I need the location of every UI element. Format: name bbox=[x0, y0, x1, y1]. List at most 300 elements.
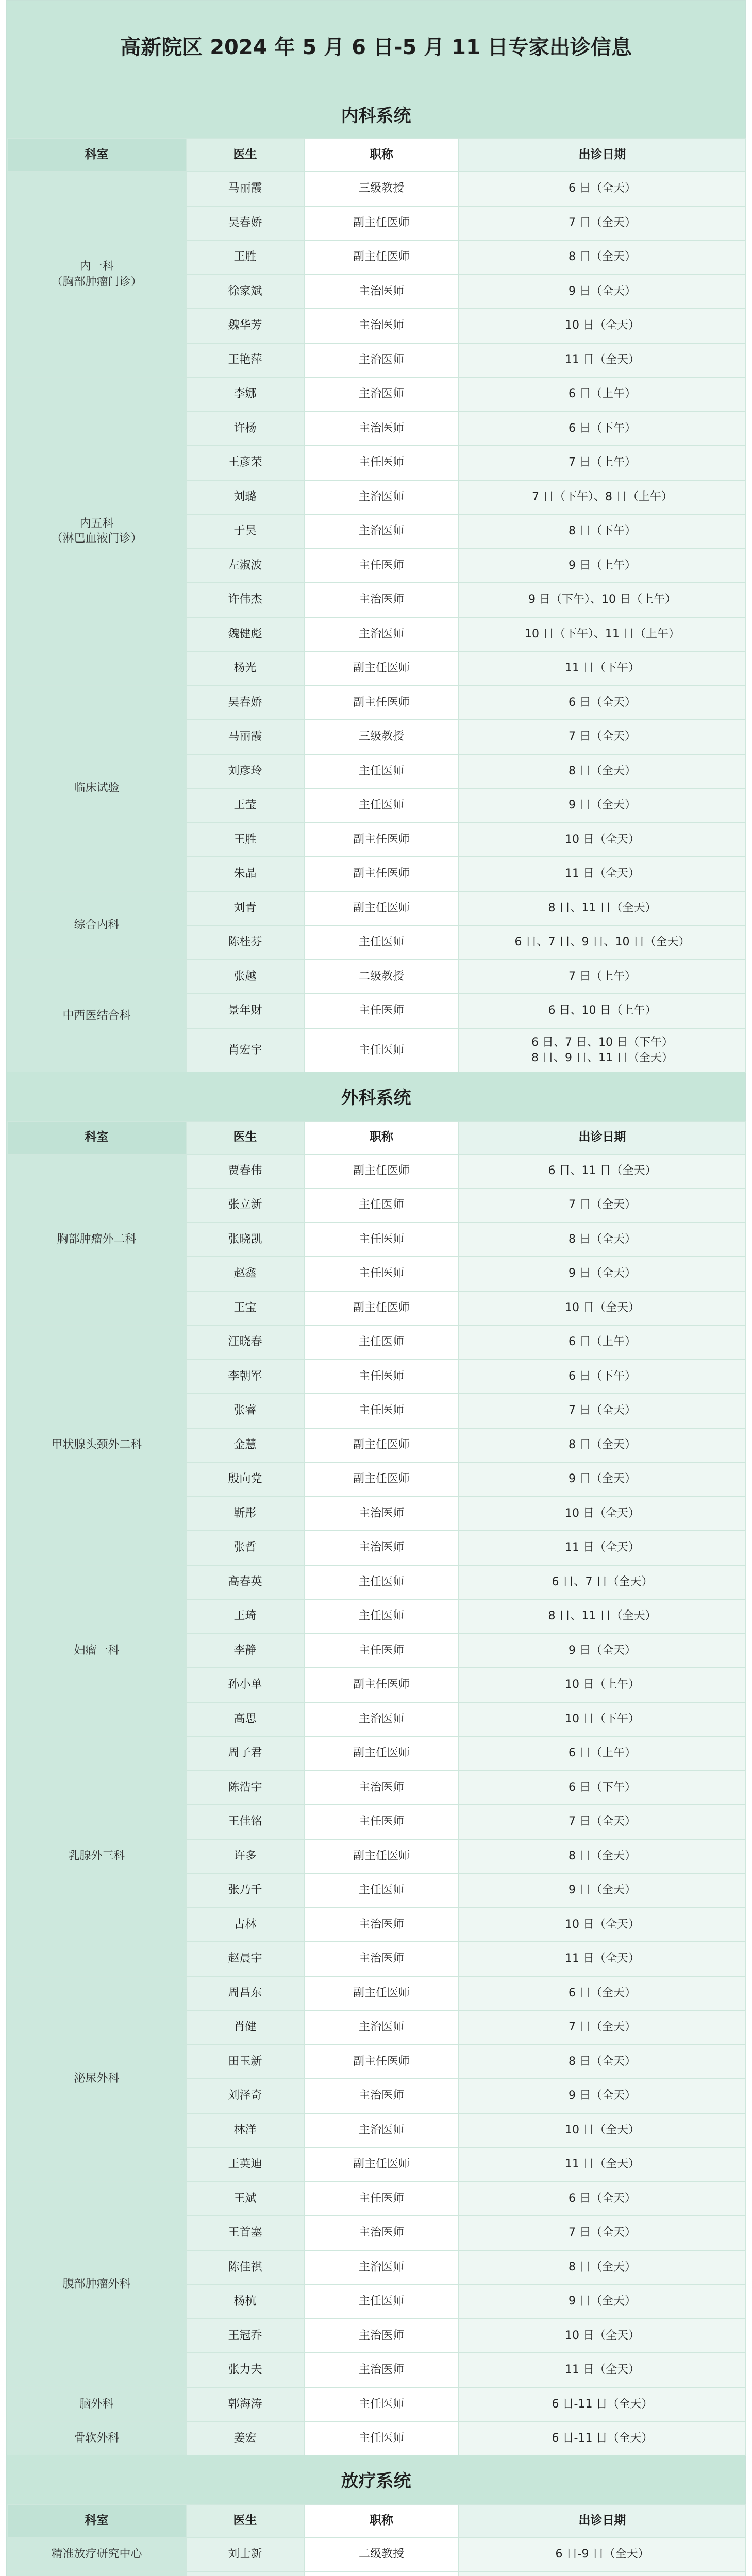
clinic-date-line: 8 日（全天） bbox=[569, 1849, 636, 1862]
department-name: 骨软外科 bbox=[74, 2432, 120, 2445]
doctor-name: 刘彦玲 bbox=[186, 754, 304, 789]
header-date: 出诊日期 bbox=[459, 1121, 746, 1154]
clinic-date bbox=[459, 1188, 746, 1223]
department-name: 精准放疗研究中心 bbox=[51, 2547, 142, 2561]
doctor-name: 张乃千 bbox=[186, 1873, 304, 1908]
doctor-name: 姜宏 bbox=[186, 2421, 304, 2456]
doctor-title: 主治医师 bbox=[304, 1771, 459, 1805]
header-dept: 科室 bbox=[7, 139, 186, 172]
clinic-date-line: 6 日（上午） bbox=[569, 1335, 636, 1349]
doctor-name: 林洋 bbox=[186, 2113, 304, 2148]
clinic-date bbox=[459, 2147, 746, 2182]
clinic-date-line: 8 日（全天） bbox=[569, 250, 636, 264]
department-name: （淋巴血液门诊） bbox=[51, 532, 142, 546]
clinic-date-line: 6 日（全天） bbox=[569, 1986, 636, 1999]
doctor-title: 主治医师 bbox=[304, 2216, 459, 2250]
doctor-title: 主治医师 bbox=[304, 480, 459, 515]
doctor-title: 主任医师 bbox=[304, 1257, 459, 1291]
doctor-name: 郭海涛 bbox=[186, 2387, 304, 2422]
clinic-date-line: 9 日（全天） bbox=[569, 2089, 636, 2103]
clinic-date bbox=[459, 686, 746, 720]
doctor-name: 左淑波 bbox=[186, 549, 304, 583]
doctor-title: 副主任医师 bbox=[304, 1736, 459, 1771]
clinic-date-line: 7 日（全天） bbox=[569, 2226, 636, 2240]
doctor-name: 吴春娇 bbox=[186, 206, 304, 241]
doctor-title: 副主任医师 bbox=[304, 857, 459, 891]
doctor-name: 贾春伟 bbox=[186, 1154, 304, 1189]
clinic-date bbox=[459, 1531, 746, 1565]
doctor-title: 主治医师 bbox=[304, 1531, 459, 1565]
clinic-date bbox=[459, 1360, 746, 1394]
clinic-date bbox=[459, 1736, 746, 1771]
clinic-date bbox=[459, 1976, 746, 2011]
clinic-date-line: 10 日（上午） bbox=[565, 1678, 640, 1691]
doctor-title: 主治医师 bbox=[304, 377, 459, 412]
table-header-row bbox=[7, 139, 746, 172]
table-row bbox=[7, 960, 746, 994]
doctor-name: 王佳铭 bbox=[186, 1805, 304, 1839]
header-doctor: 医生 bbox=[186, 139, 304, 172]
clinic-date-line: 8 日、11 日（全天） bbox=[548, 901, 657, 914]
doctor-name: 靳彤 bbox=[186, 1497, 304, 1531]
clinic-date-line: 10 日（全天） bbox=[565, 319, 640, 332]
header-doctor: 医生 bbox=[186, 2504, 304, 2537]
clinic-date-line: 6 日（全天） bbox=[569, 2192, 636, 2205]
doctor-title: 主任医师 bbox=[304, 2182, 459, 2216]
doctor-title: 主治医师 bbox=[304, 1908, 459, 1942]
clinic-date bbox=[459, 1223, 746, 1257]
header-doctor: 医生 bbox=[186, 1121, 304, 1154]
doctor-name: 汪晓春 bbox=[186, 1325, 304, 1360]
clinic-date-line: 6 日、7 日（全天） bbox=[552, 1575, 653, 1588]
clinic-date bbox=[459, 514, 746, 549]
doctor-name: 王琦 bbox=[186, 1599, 304, 1634]
clinic-date-line: 8 日、11 日（全天） bbox=[548, 1609, 657, 1623]
table-header-row bbox=[7, 2504, 746, 2537]
table-row bbox=[7, 2537, 746, 2572]
department-name: 综合内科 bbox=[74, 919, 120, 932]
clinic-date bbox=[459, 240, 746, 275]
doctor-title: 主任医师 bbox=[304, 754, 459, 789]
table-row bbox=[7, 1325, 746, 1360]
clinic-date-line: 8 日（下午） bbox=[569, 524, 636, 538]
clinic-date-line: 7 日（全天） bbox=[569, 216, 636, 229]
clinic-date bbox=[459, 583, 746, 617]
doctor-title: 二级教授 bbox=[304, 2537, 459, 2572]
clinic-date-line: 9 日（下午）、10 日（上午） bbox=[528, 593, 676, 606]
department-cell bbox=[7, 1565, 186, 1737]
clinic-date-line: 6 日、7 日、9 日、10 日（全天） bbox=[514, 936, 690, 949]
doctor-name: 刘士新 bbox=[186, 2537, 304, 2572]
clinic-date-line: 6 日、7 日、10 日（下午） bbox=[531, 1036, 673, 1049]
doctor-title: 副主任医师 bbox=[304, 891, 459, 926]
clinic-date-line: 6 日（下午） bbox=[569, 421, 636, 435]
clinic-date-line: 10 日（下午）、11 日（上午） bbox=[525, 627, 680, 640]
department-name: 泌尿外科 bbox=[74, 2072, 120, 2086]
clinic-date bbox=[459, 2284, 746, 2319]
clinic-date bbox=[459, 2216, 746, 2250]
doctor-title: 副主任医师 bbox=[304, 206, 459, 241]
department-cell bbox=[7, 172, 186, 377]
clinic-date bbox=[459, 172, 746, 206]
schedule-table bbox=[7, 1121, 746, 2456]
clinic-date-line: 8 日（全天） bbox=[569, 764, 636, 777]
doctor-title: 主任医师 bbox=[304, 1028, 459, 1073]
clinic-date-line: 10 日（下午） bbox=[565, 1712, 640, 1725]
doctor-title: 副主任医师 bbox=[304, 1291, 459, 1326]
clinic-date-line: 11 日（全天） bbox=[565, 1952, 640, 1965]
doctor-title: 主任医师 bbox=[304, 1599, 459, 1634]
clinic-date bbox=[459, 1634, 746, 1668]
clinic-date bbox=[459, 1154, 746, 1189]
table-row bbox=[7, 172, 746, 206]
clinic-date-line: 8 日（全天） bbox=[569, 2055, 636, 2068]
clinic-date-line: 9 日（全天） bbox=[569, 1884, 636, 1897]
department-cell bbox=[7, 891, 186, 960]
header-title: 职称 bbox=[304, 139, 459, 172]
schedule-table bbox=[7, 138, 746, 1073]
clinic-date bbox=[459, 377, 746, 412]
doctor-title: 副主任医师 bbox=[304, 1154, 459, 1189]
table-row bbox=[7, 2387, 746, 2422]
clinic-date bbox=[459, 446, 746, 480]
doctor-name: 李静 bbox=[186, 1634, 304, 1668]
clinic-date bbox=[459, 1771, 746, 1805]
clinic-date bbox=[459, 1394, 746, 1428]
department-name: （胸部肿瘤门诊） bbox=[51, 275, 142, 289]
doctor-title: 副主任医师 bbox=[304, 823, 459, 857]
clinic-date-line: 6 日（全天） bbox=[569, 182, 636, 195]
section-title: 放疗系统 bbox=[7, 2455, 745, 2505]
doctor-title: 主任医师 bbox=[304, 2387, 459, 2422]
doctor-title: 主任医师 bbox=[304, 925, 459, 960]
doctor-title: 主治医师 bbox=[304, 2113, 459, 2148]
clinic-date-line: 11 日（全天） bbox=[565, 2363, 640, 2377]
doctor-title: 副主任医师 bbox=[304, 1428, 459, 1463]
header-title: 职称 bbox=[304, 1121, 459, 1154]
doctor-title: 三级教授 bbox=[304, 720, 459, 754]
clinic-date-line: 6 日（上午） bbox=[569, 387, 636, 401]
clinic-date-line: 10 日（全天） bbox=[565, 2329, 640, 2342]
header-dept: 科室 bbox=[7, 2504, 186, 2537]
doctor-title: 主治医师 bbox=[304, 1497, 459, 1531]
doctor-title: 主治医师 bbox=[304, 309, 459, 343]
department-cell bbox=[7, 2421, 186, 2456]
clinic-date bbox=[459, 1668, 746, 1702]
table-row bbox=[7, 1736, 746, 1771]
doctor-name: 肖健 bbox=[186, 2010, 304, 2045]
table-row bbox=[7, 1565, 746, 1600]
department-name: 甲状腺头颈外二科 bbox=[51, 1438, 142, 1451]
clinic-date-line: 8 日（全天） bbox=[569, 1232, 636, 1246]
table-row bbox=[7, 686, 746, 720]
doctor-title: 副主任医师 bbox=[304, 1839, 459, 1874]
doctor-name: 张越 bbox=[186, 960, 304, 994]
doctor-title: 主治医师 bbox=[304, 2250, 459, 2285]
section-title: 内科系统 bbox=[7, 90, 745, 139]
clinic-date-line: 11 日（下午） bbox=[565, 662, 640, 675]
clinic-date-line: 7 日（全天） bbox=[569, 730, 636, 743]
clinic-date-line: 6 日-11 日（全天） bbox=[552, 2432, 653, 2445]
doctor-name: 王胜 bbox=[186, 823, 304, 857]
clinic-date bbox=[459, 2182, 746, 2216]
clinic-date bbox=[459, 1028, 746, 1073]
department-cell bbox=[7, 377, 186, 686]
doctor-name: 刘璐 bbox=[186, 480, 304, 515]
doctor-title: 主任医师 bbox=[304, 1188, 459, 1223]
doctor-name: 王艳萍 bbox=[186, 343, 304, 378]
doctor-name: 刘青 bbox=[186, 891, 304, 926]
clinic-date-line: 8 日（全天） bbox=[569, 2260, 636, 2274]
doctor-name: 王宝 bbox=[186, 1291, 304, 1326]
clinic-date bbox=[459, 1805, 746, 1839]
header-title: 职称 bbox=[304, 2504, 459, 2537]
department-cell bbox=[7, 686, 186, 891]
clinic-date bbox=[459, 206, 746, 241]
table-row bbox=[7, 891, 746, 926]
section-title: 外科系统 bbox=[7, 1072, 745, 1122]
doctor-title: 主任医师 bbox=[304, 1325, 459, 1360]
department-cell bbox=[7, 1154, 186, 1326]
doctor-name: 殷向党 bbox=[186, 1462, 304, 1497]
doctor-title: 副主任医师 bbox=[304, 651, 459, 686]
doctor-title: 主任医师 bbox=[304, 994, 459, 1028]
doctor-name: 张睿 bbox=[186, 1394, 304, 1428]
doctor-name: 高思 bbox=[186, 1702, 304, 1737]
schedule-frame bbox=[6, 0, 746, 2576]
doctor-title: 主任医师 bbox=[304, 2421, 459, 2456]
clinic-date-line: 6 日（下午） bbox=[569, 1781, 636, 1794]
clinic-date-line: 6 日、11 日（全天） bbox=[548, 1164, 657, 1177]
doctor-title: 副主任医师 bbox=[304, 1462, 459, 1497]
doctor-title: 主任医师 bbox=[304, 1805, 459, 1839]
department-name: 脑外科 bbox=[79, 2397, 114, 2411]
clinic-date-line: 7 日（上午） bbox=[569, 970, 636, 983]
clinic-date-line: 9 日（全天） bbox=[569, 1643, 636, 1657]
clinic-date bbox=[459, 2319, 746, 2353]
doctor-title: 副主任医师 bbox=[304, 2045, 459, 2079]
clinic-date-line: 6 日、10 日（上午） bbox=[548, 1004, 657, 1018]
doctor-name: 金慧 bbox=[186, 1428, 304, 1463]
doctor-title: 副主任医师 bbox=[304, 240, 459, 275]
doctor-name: 古林 bbox=[186, 1908, 304, 1942]
clinic-date bbox=[459, 412, 746, 446]
department-cell bbox=[7, 960, 186, 1073]
doctor-title: 主治医师 bbox=[304, 343, 459, 378]
clinic-date bbox=[459, 1839, 746, 1874]
doctor-title bbox=[304, 2571, 459, 2576]
clinic-date bbox=[459, 823, 746, 857]
clinic-date bbox=[459, 2079, 746, 2113]
doctor-name: 杨杭 bbox=[186, 2284, 304, 2319]
doctor-name bbox=[186, 2571, 304, 2576]
department-cell bbox=[7, 2571, 186, 2576]
doctor-title: 主任医师 bbox=[304, 1634, 459, 1668]
clinic-date-line: 10 日（全天） bbox=[565, 1301, 640, 1314]
clinic-date bbox=[459, 1291, 746, 1326]
doctor-name: 刘泽奇 bbox=[186, 2079, 304, 2113]
doctor-name: 景年财 bbox=[186, 994, 304, 1028]
clinic-date-line: 6 日（下午） bbox=[569, 1369, 636, 1383]
department-name: 内一科 bbox=[79, 260, 114, 273]
doctor-name: 李朝军 bbox=[186, 1360, 304, 1394]
clinic-date bbox=[459, 1325, 746, 1360]
doctor-name: 杨光 bbox=[186, 651, 304, 686]
doctor-name: 王冠乔 bbox=[186, 2319, 304, 2353]
doctor-title: 主治医师 bbox=[304, 2079, 459, 2113]
clinic-date bbox=[459, 1462, 746, 1497]
doctor-title: 主任医师 bbox=[304, 788, 459, 823]
clinic-date bbox=[459, 1702, 746, 1737]
table-row bbox=[7, 1976, 746, 2011]
doctor-name: 王斌 bbox=[186, 2182, 304, 2216]
doctor-title: 主任医师 bbox=[304, 2284, 459, 2319]
doctor-title: 主任医师 bbox=[304, 1223, 459, 1257]
doctor-name: 徐家斌 bbox=[186, 275, 304, 309]
table-header-row bbox=[7, 1121, 746, 1154]
schedule-table bbox=[7, 2504, 746, 2576]
clinic-date-line: 9 日（全天） bbox=[569, 2295, 636, 2308]
page-title: 高新院区 2024 年 5 月 6 日-5 月 11 日专家出诊信息 bbox=[7, 1, 745, 91]
department-cell bbox=[7, 2537, 186, 2572]
department-name: 临床试验 bbox=[74, 782, 120, 795]
doctor-title: 主治医师 bbox=[304, 275, 459, 309]
doctor-name: 李娜 bbox=[186, 377, 304, 412]
clinic-date-line: 10 日（全天） bbox=[565, 833, 640, 846]
clinic-date bbox=[459, 754, 746, 789]
table-row bbox=[7, 2571, 746, 2576]
table-row bbox=[7, 377, 746, 412]
doctor-name: 张晓凯 bbox=[186, 1223, 304, 1257]
doctor-name: 许伟杰 bbox=[186, 583, 304, 617]
clinic-date-line: 10 日（全天） bbox=[565, 1918, 640, 1931]
clinic-date bbox=[459, 2537, 746, 2572]
doctor-name: 魏华芳 bbox=[186, 309, 304, 343]
doctor-name: 于昊 bbox=[186, 514, 304, 549]
doctor-name: 王英迪 bbox=[186, 2147, 304, 2182]
clinic-date-line: 10 日（全天） bbox=[565, 2123, 640, 2137]
clinic-date-line: 7 日（全天） bbox=[569, 1198, 636, 1212]
clinic-date bbox=[459, 275, 746, 309]
doctor-title: 主治医师 bbox=[304, 617, 459, 652]
clinic-date bbox=[459, 2387, 746, 2422]
clinic-date bbox=[459, 2010, 746, 2045]
doctor-title: 主任医师 bbox=[304, 1394, 459, 1428]
doctor-name: 田玉新 bbox=[186, 2045, 304, 2079]
doctor-title: 主任医师 bbox=[304, 549, 459, 583]
clinic-date bbox=[459, 925, 746, 960]
clinic-date-line: 7 日（全天） bbox=[569, 2021, 636, 2034]
clinic-date-line: 7 日（上午） bbox=[569, 456, 636, 469]
clinic-date-line: 9 日（全天） bbox=[569, 1267, 636, 1280]
clinic-date bbox=[459, 857, 746, 891]
doctor-title: 副主任医师 bbox=[304, 1668, 459, 1702]
clinic-date-line: 11 日（全天） bbox=[565, 1541, 640, 1554]
department-cell bbox=[7, 2182, 186, 2387]
clinic-date-line: 9 日（上午） bbox=[569, 558, 636, 572]
department-name: 内五科 bbox=[79, 517, 114, 530]
clinic-date-line: 10 日（全天） bbox=[565, 1506, 640, 1520]
clinic-date bbox=[459, 2113, 746, 2148]
doctor-title: 主治医师 bbox=[304, 2319, 459, 2353]
doctor-title: 主治医师 bbox=[304, 514, 459, 549]
clinic-date bbox=[459, 2571, 746, 2576]
doctor-name: 周子君 bbox=[186, 1736, 304, 1771]
doctor-title: 主治医师 bbox=[304, 2353, 459, 2387]
clinic-date-line: 6 日-11 日（全天） bbox=[552, 2397, 653, 2411]
doctor-name: 许多 bbox=[186, 1839, 304, 1874]
clinic-date bbox=[459, 2353, 746, 2387]
doctor-name: 马丽霞 bbox=[186, 720, 304, 754]
doctor-title: 主治医师 bbox=[304, 583, 459, 617]
header-date: 出诊日期 bbox=[459, 2504, 746, 2537]
clinic-date-line: 7 日（全天） bbox=[569, 1404, 636, 1417]
department-name: 乳腺外三科 bbox=[68, 1849, 125, 1862]
doctor-title: 主治医师 bbox=[304, 1702, 459, 1737]
doctor-title: 主任医师 bbox=[304, 1565, 459, 1600]
doctor-name: 许杨 bbox=[186, 412, 304, 446]
doctor-name: 高春英 bbox=[186, 1565, 304, 1600]
clinic-date bbox=[459, 1908, 746, 1942]
doctor-name: 王首塞 bbox=[186, 2216, 304, 2250]
department-cell bbox=[7, 1736, 186, 1976]
doctor-name: 孙小单 bbox=[186, 1668, 304, 1702]
clinic-date-line: 9 日（全天） bbox=[569, 1472, 636, 1486]
doctor-name: 王彦荣 bbox=[186, 446, 304, 480]
doctor-title: 三级教授 bbox=[304, 172, 459, 206]
clinic-date-line: 11 日（全天） bbox=[565, 2158, 640, 2171]
clinic-date bbox=[459, 2250, 746, 2285]
clinic-date bbox=[459, 2045, 746, 2079]
clinic-date bbox=[459, 1428, 746, 1463]
clinic-date-line: 9 日（全天） bbox=[569, 284, 636, 298]
header-date: 出诊日期 bbox=[459, 139, 746, 172]
doctor-title: 二级教授 bbox=[304, 960, 459, 994]
doctor-title: 主治医师 bbox=[304, 1942, 459, 1976]
department-cell bbox=[7, 2387, 186, 2422]
doctor-name: 张哲 bbox=[186, 1531, 304, 1565]
doctor-name: 吴春娇 bbox=[186, 686, 304, 720]
clinic-date bbox=[459, 994, 746, 1028]
clinic-date bbox=[459, 1497, 746, 1531]
clinic-date bbox=[459, 309, 746, 343]
doctor-name: 赵晨宇 bbox=[186, 1942, 304, 1976]
table-row bbox=[7, 2421, 746, 2456]
doctor-name: 朱晶 bbox=[186, 857, 304, 891]
clinic-date bbox=[459, 343, 746, 378]
clinic-date bbox=[459, 549, 746, 583]
doctor-name: 马丽霞 bbox=[186, 172, 304, 206]
clinic-date-line: 6 日-9 日（全天） bbox=[555, 2547, 649, 2561]
clinic-date bbox=[459, 891, 746, 926]
clinic-date-line: 6 日（上午） bbox=[569, 1747, 636, 1760]
doctor-name: 张立新 bbox=[186, 1188, 304, 1223]
clinic-date bbox=[459, 480, 746, 515]
clinic-date-line: 7 日（全天） bbox=[569, 1815, 636, 1828]
department-name: 胸部肿瘤外二科 bbox=[57, 1232, 137, 1246]
clinic-date bbox=[459, 1257, 746, 1291]
clinic-date-line: 11 日（全天） bbox=[565, 353, 640, 366]
clinic-date bbox=[459, 1565, 746, 1600]
clinic-date bbox=[459, 960, 746, 994]
clinic-date bbox=[459, 2421, 746, 2456]
doctor-title: 主治医师 bbox=[304, 2010, 459, 2045]
clinic-date bbox=[459, 1599, 746, 1634]
department-name: 腹部肿瘤外科 bbox=[62, 2278, 131, 2291]
department-cell bbox=[7, 1325, 186, 1565]
department-name: 中西医结合科 bbox=[62, 1009, 131, 1023]
clinic-date bbox=[459, 1873, 746, 1908]
